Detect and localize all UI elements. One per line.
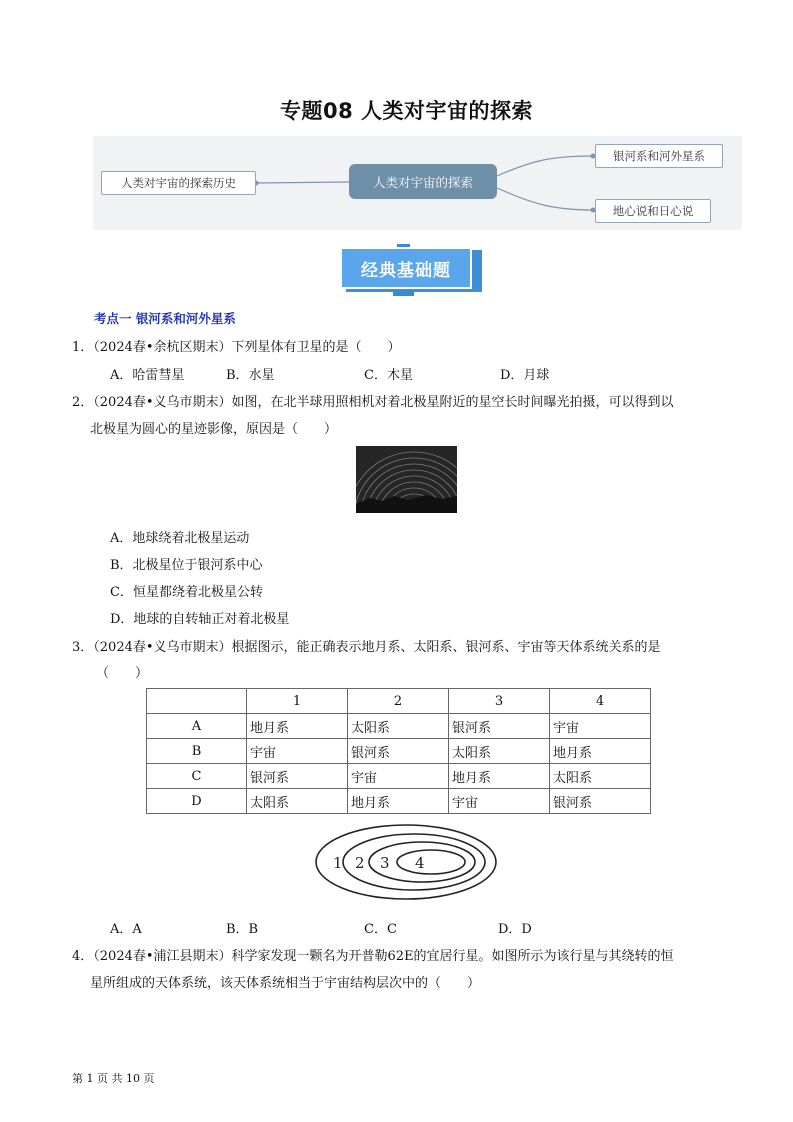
q1-option-d: D．月球 — [500, 368, 550, 383]
q3-option-c: C．C — [364, 922, 397, 937]
table-row — [147, 714, 651, 739]
table-row — [147, 739, 651, 764]
table-cell: 太阳系 — [449, 739, 550, 764]
table-cell: 地月系 — [550, 739, 651, 764]
table-cell: 宇宙 — [449, 789, 550, 814]
ellipse-label-3: 3 — [380, 854, 390, 872]
question-3-stem-line1: 3．（2024春•义乌市期末）根据图示，能正确表示地月系、太阳系、银河系、宇宙等天体系统关系的是 — [72, 640, 661, 655]
question-2-stem-line1: 2．（2024春•义乌市期末）如图，在北半球用照相机对着北极星附近的星空长时间曝光拍摄，可以得到以 — [72, 395, 674, 410]
table-cell: 地月系 — [449, 764, 550, 789]
table-header-row — [147, 689, 651, 714]
table-row — [147, 764, 651, 789]
table-cell: 太阳系 — [550, 764, 651, 789]
q3-option-d: D．D — [498, 922, 532, 937]
mindmap-node-geocentric: 地心说和日心说 — [595, 199, 711, 223]
mindmap-node-history: 人类对宇宙的探索历史 — [101, 171, 256, 195]
ellipse-label-2: 2 — [355, 854, 365, 872]
question-2-stem-line2: 北极星为圆心的星迹影像，原因是（ ） — [90, 422, 338, 437]
table-cell: 2 — [348, 689, 449, 714]
system-relationship-table — [146, 688, 651, 814]
table-cell: C — [147, 764, 247, 789]
table-cell: 地月系 — [348, 789, 449, 814]
table-cell: 宇宙 — [247, 739, 348, 764]
ellipse-label-1: 1 — [333, 854, 343, 872]
ellipse-label-4: 4 — [415, 854, 425, 872]
q3-option-b: B．B — [226, 922, 259, 937]
table-cell: D — [147, 789, 247, 814]
star-trail-image — [356, 446, 457, 513]
q2-option-c: C．恒星都绕着北极星公转 — [110, 585, 263, 600]
section-heading: 考点一 银河系和河外星系 — [94, 311, 236, 326]
q1-option-a: A．哈雷彗星 — [110, 368, 185, 383]
page-title: 专题08 人类对宇宙的探索 — [279, 99, 534, 123]
section-badge — [340, 244, 485, 298]
table-cell: 4 — [550, 689, 651, 714]
table-cell: 宇宙 — [348, 764, 449, 789]
q3-option-a: A．A — [110, 922, 142, 937]
nested-ellipses-diagram — [313, 822, 499, 902]
mindmap-node-galaxy: 银河系和河外星系 — [595, 144, 723, 168]
mindmap-center-node: 人类对宇宙的探索 — [349, 164, 497, 199]
question-4-stem-line2: 星所组成的天体系统，该天体系统相当于宇宙结构层次中的（ ） — [90, 976, 481, 991]
badge-label: 经典基础题 — [340, 247, 472, 289]
table-cell: 银河系 — [550, 789, 651, 814]
table-cell: 银河系 — [247, 764, 348, 789]
question-4-stem-line1: 4．（2024春•浦江县期末）科学家发现一颗名为开普勒62E的宜居行星。如图所示为该行星与其绕转的恒 — [72, 949, 674, 964]
q1-option-b: B．水星 — [226, 368, 275, 383]
table-cell: 银河系 — [348, 739, 449, 764]
table-row — [147, 789, 651, 814]
question-3-stem-line2: （ ） — [96, 666, 149, 681]
q2-option-a: A．地球绕着北极星运动 — [110, 531, 250, 546]
q2-option-d: D．地球的自转轴正对着北极星 — [110, 612, 290, 627]
page-footer: 第 1 页 共 10 页 — [72, 1072, 155, 1085]
q1-option-c: C．木星 — [364, 368, 413, 383]
table-cell: A — [147, 714, 247, 739]
mind-map — [93, 136, 742, 230]
table-cell: 银河系 — [449, 714, 550, 739]
table-cell: 太阳系 — [247, 789, 348, 814]
table-cell: 3 — [449, 689, 550, 714]
table-cell: 地月系 — [247, 714, 348, 739]
table-cell — [147, 689, 247, 714]
table-cell: B — [147, 739, 247, 764]
table-cell: 太阳系 — [348, 714, 449, 739]
q2-option-b: B．北极星位于银河系中心 — [110, 558, 263, 573]
star-trail-photo — [356, 446, 457, 513]
question-1-stem: 1．（2024春•余杭区期末）下列星体有卫星的是（ ） — [72, 340, 401, 355]
table-cell: 1 — [247, 689, 348, 714]
table-cell: 宇宙 — [550, 714, 651, 739]
